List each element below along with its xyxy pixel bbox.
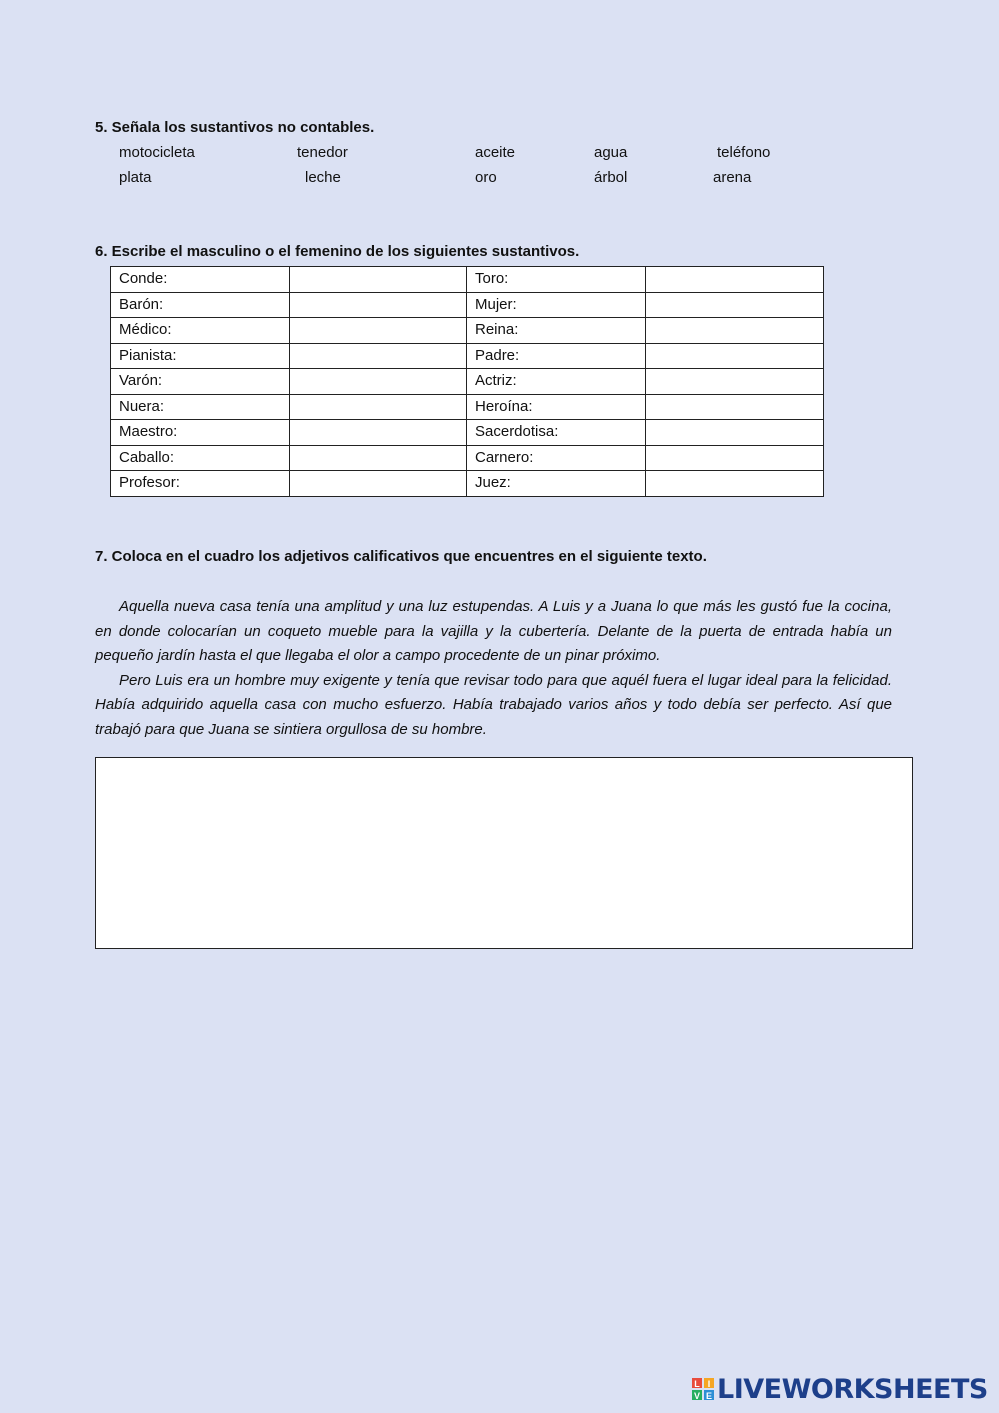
- noun-label: Caballo:: [111, 445, 290, 471]
- liveworksheets-logo: [691, 1372, 988, 1406]
- answer-cell[interactable]: [290, 343, 467, 369]
- answer-cell[interactable]: [646, 318, 824, 344]
- exercise-5-title: 5. Señala los sustantivos no contables.: [95, 119, 375, 136]
- word-option[interactable]: teléfono: [717, 144, 771, 161]
- noun-label: Sacerdotisa:: [467, 420, 646, 446]
- brand-name: LIVEWORKSHEETS: [717, 1373, 988, 1405]
- table-row: [111, 267, 824, 293]
- answer-cell[interactable]: [646, 292, 824, 318]
- word-option[interactable]: árbol: [594, 169, 628, 186]
- word-option[interactable]: leche: [305, 169, 341, 186]
- answer-cell[interactable]: [646, 445, 824, 471]
- exercise-7-title: 7. Coloca en el cuadro los adjetivos calificativos que encuentres en el siguiente texto.: [95, 548, 707, 565]
- logo-letter-l: L: [691, 1377, 703, 1389]
- reading-passage: [95, 595, 892, 743]
- answer-cell[interactable]: [290, 420, 467, 446]
- noun-label: Barón:: [111, 292, 290, 318]
- answer-cell[interactable]: [290, 445, 467, 471]
- table-row: [111, 369, 824, 395]
- word-option[interactable]: motocicleta: [119, 144, 195, 161]
- logo-letter-v: V: [691, 1389, 703, 1401]
- logo-letter-e: E: [703, 1389, 715, 1401]
- word-option[interactable]: tenedor: [297, 144, 348, 161]
- table-row: [111, 445, 824, 471]
- answer-cell[interactable]: [646, 267, 824, 293]
- word-option[interactable]: plata: [119, 169, 152, 186]
- table-row: [111, 394, 824, 420]
- gender-table: [110, 266, 824, 497]
- answer-cell[interactable]: [646, 369, 824, 395]
- table-row: [111, 471, 824, 497]
- noun-label: Padre:: [467, 343, 646, 369]
- answer-cell[interactable]: [290, 471, 467, 497]
- noun-label: Médico:: [111, 318, 290, 344]
- passage-paragraph: Pero Luis era un hombre muy exigente y tenía que revisar todo para que aquél fuera el lugar ideal para la felicidad. Había adquirido aquella casa con mucho esfuerzo. Había trabajado varios años y todo debía ser perfecto. Así que trabajó para que Juana se sintiera orgullosa de su hombre.: [95, 671, 892, 738]
- noun-label: Actriz:: [467, 369, 646, 395]
- noun-label: Mujer:: [467, 292, 646, 318]
- noun-label: Reina:: [467, 318, 646, 344]
- logo-letter-i: I: [703, 1377, 715, 1389]
- noun-label: Conde:: [111, 267, 290, 293]
- word-option[interactable]: oro: [475, 169, 497, 186]
- noun-label: Nuera:: [111, 394, 290, 420]
- answer-cell[interactable]: [290, 318, 467, 344]
- answer-cell[interactable]: [290, 292, 467, 318]
- noun-label: Varón:: [111, 369, 290, 395]
- table-row: [111, 343, 824, 369]
- adjectives-answer-box[interactable]: [95, 757, 913, 949]
- noun-label: Juez:: [467, 471, 646, 497]
- answer-cell[interactable]: [646, 343, 824, 369]
- liveworksheets-icon: [691, 1377, 715, 1401]
- noun-label: Profesor:: [111, 471, 290, 497]
- answer-cell[interactable]: [646, 471, 824, 497]
- noun-label: Carnero:: [467, 445, 646, 471]
- noun-label: Toro:: [467, 267, 646, 293]
- word-option[interactable]: agua: [594, 144, 628, 161]
- noun-label: Maestro:: [111, 420, 290, 446]
- answer-cell[interactable]: [646, 394, 824, 420]
- answer-cell[interactable]: [646, 420, 824, 446]
- noun-label: Pianista:: [111, 343, 290, 369]
- word-option[interactable]: aceite: [475, 144, 516, 161]
- answer-cell[interactable]: [290, 369, 467, 395]
- word-option[interactable]: arena: [713, 169, 752, 186]
- table-row: [111, 318, 824, 344]
- answer-cell[interactable]: [290, 394, 467, 420]
- table-row: [111, 420, 824, 446]
- passage-paragraph: Aquella nueva casa tenía una amplitud y una luz estupendas. A Luis y a Juana lo que más les gustó fue la cocina, en donde colocarían un coqueto mueble para la vajilla y la cubertería. Delante de la puerta de entrada había un pequeño jardín hasta el que llegaba el olor a campo procedente de un pinar próximo.: [95, 598, 892, 665]
- noun-label: Heroína:: [467, 394, 646, 420]
- table-row: [111, 292, 824, 318]
- exercise-6-title: 6. Escribe el masculino o el femenino de los siguientes sustantivos.: [95, 243, 580, 260]
- answer-cell[interactable]: [290, 267, 467, 293]
